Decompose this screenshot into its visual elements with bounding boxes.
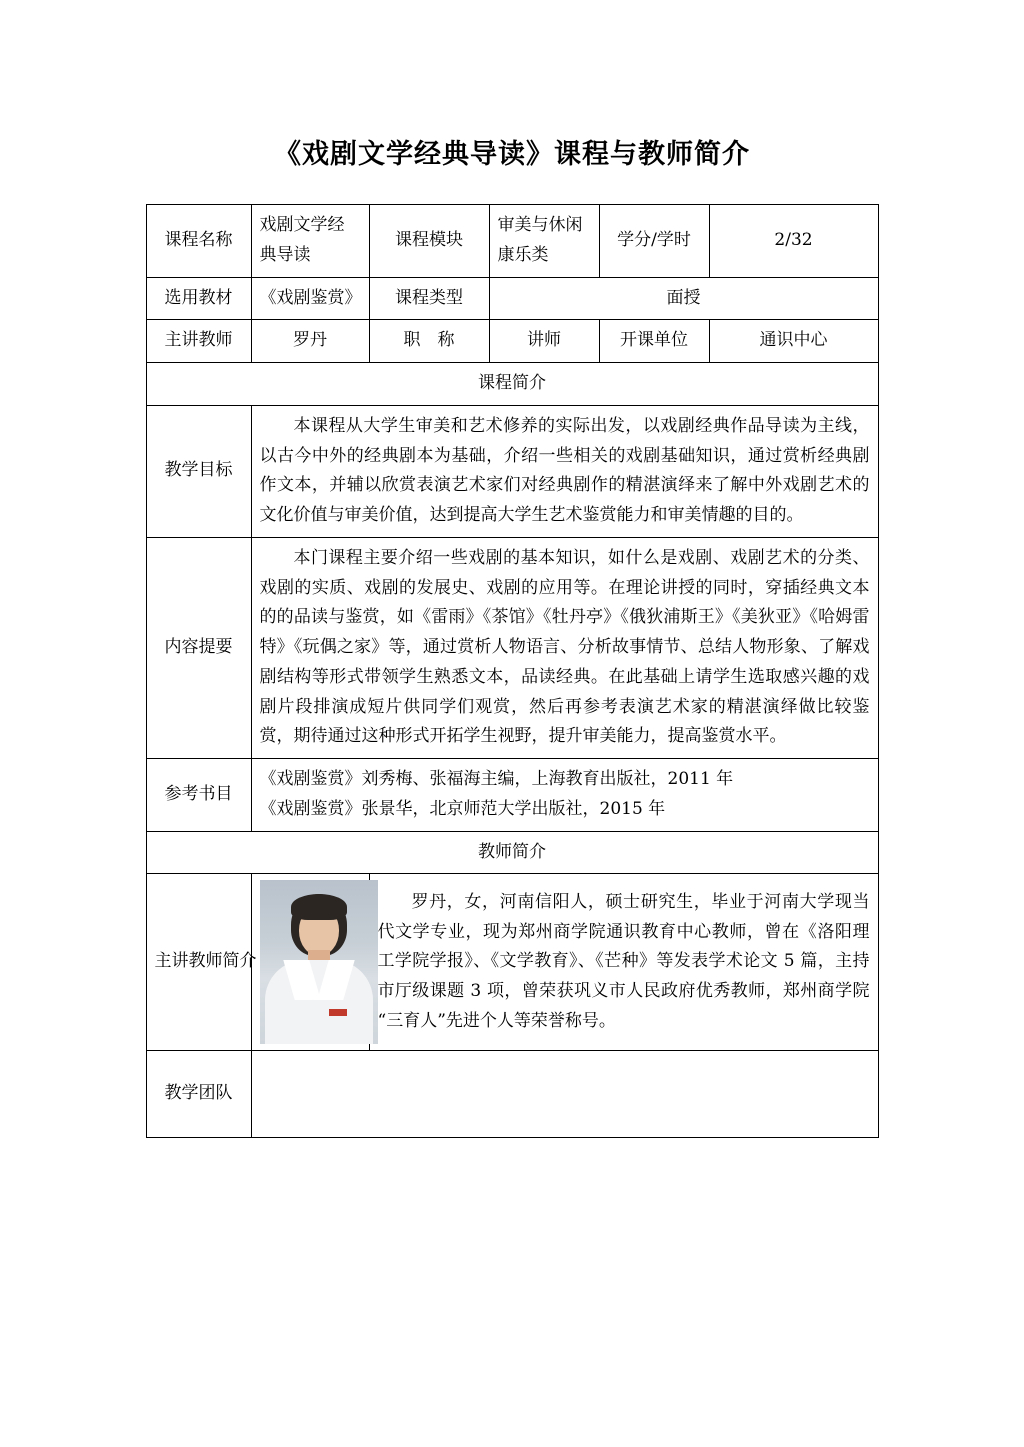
cell-teacher-bio-label: 主讲教师简介 <box>146 874 251 1051</box>
table-row <box>146 363 878 406</box>
cell-course-type-label: 课程类型 <box>369 277 489 320</box>
table-row <box>146 277 878 320</box>
reference-line-1: 《戏剧鉴赏》刘秀梅、张福海主编，上海教育出版社，2011 年 <box>259 769 734 789</box>
table-row <box>146 537 878 758</box>
cell-teaching-team-value <box>251 1051 878 1138</box>
cell-course-type-value: 面授 <box>489 277 878 320</box>
table-row <box>146 405 878 537</box>
table-row <box>146 320 878 363</box>
table-row <box>146 205 878 278</box>
cell-teacher-photo <box>251 874 369 1051</box>
cell-teacher-bio-text <box>369 874 878 1051</box>
teacher-bio-paragraph: 罗丹，女，河南信阳人，硕士研究生，毕业于河南大学现当代文学专业，现为郑州商学院通识教育中心教师，曾在《洛阳理工学院学报》、《文学教育》、《芒种》等发表学术论文 5 篇，主持市厅级课题 3 项，曾荣获巩义市人民政府优秀教师，郑州商学院“三育人”先进个人等荣誉称号。 <box>377 891 870 1031</box>
cell-department-label: 开课单位 <box>599 320 709 363</box>
course-info-table <box>146 204 879 1138</box>
content-summary-paragraph: 本门课程主要介绍一些戏剧的基本知识，如什么是戏剧、戏剧艺术的分类、戏剧的实质、戏剧的发展史、戏剧的应用等。在理论讲授的同时，穿插经典文本的的品读与鉴赏，如《雷雨》《茶馆》《牡丹亭》《俄狄浦斯王》《美狄亚》《哈姆雷特》《玩偶之家》等，通过赏析人物语言、分析故事情节、总结人物形象、了解戏剧结构等形式带领学生熟悉文本，品读经典。在此基础上请学生选取感兴趣的戏剧片段排演成短片供同学们观赏，然后再参考表演艺术家的精湛演绎做比较鉴赏，期待通过这种形式开拓学生视野，提升审美能力，提高鉴赏水平。 <box>259 547 870 747</box>
cell-content-summary-text <box>251 537 878 758</box>
portrait-fringe-shape <box>291 894 347 920</box>
cell-teaching-goal-text <box>251 405 878 537</box>
section-header-course-intro: 课程简介 <box>146 363 878 406</box>
portrait-badge-shape <box>329 1009 347 1016</box>
cell-textbook-label: 选用教材 <box>146 277 251 320</box>
portrait-shirt-shape <box>265 960 373 1044</box>
teacher-portrait-image <box>260 880 378 1044</box>
reference-line-2: 《戏剧鉴赏》张景华，北京师范大学出版社，2015 年 <box>259 798 666 819</box>
page-title: 《戏剧文学经典导读》课程与教师简介 <box>274 139 750 170</box>
cell-lecturer-label: 主讲教师 <box>146 320 251 363</box>
cell-credit-hours-label: 学分/学时 <box>599 205 709 278</box>
cell-course-name-label: 课程名称 <box>146 205 251 278</box>
cell-title-value: 讲师 <box>489 320 599 363</box>
cell-references-label: 参考书目 <box>146 759 251 832</box>
teaching-goal-paragraph: 本课程从大学生审美和艺术修养的实际出发，以戏剧经典作品导读为主线，以古今中外的经典剧本为基础，介绍一些相关的戏剧基础知识，通过赏析经典剧作文本，并辅以欣赏表演艺术家们对经典剧作的精湛演绎来了解中外戏剧艺术的文化价值与审美价值，达到提高大学生艺术鉴赏能力和审美情趣的目的。 <box>259 415 870 525</box>
table-row <box>146 831 878 874</box>
cell-credit-hours-value: 2/32 <box>709 205 878 278</box>
cell-textbook-value: 《戏剧鉴赏》 <box>251 277 369 320</box>
cell-title-label: 职 称 <box>369 320 489 363</box>
cell-department-value: 通识中心 <box>709 320 878 363</box>
table-row <box>146 759 878 832</box>
table-row <box>146 1051 878 1138</box>
cell-content-summary-label: 内容提要 <box>146 537 251 758</box>
cell-course-module-label: 课程模块 <box>369 205 489 278</box>
cell-teaching-goal-label: 教学目标 <box>146 405 251 537</box>
cell-course-module-value: 审美与休闲康乐类 <box>489 205 599 278</box>
cell-lecturer-value: 罗丹 <box>251 320 369 363</box>
cell-references-text <box>251 759 878 832</box>
cell-teaching-team-label: 教学团队 <box>146 1051 251 1138</box>
table-row <box>146 874 878 1051</box>
cell-course-name-value: 戏剧文学经典导读 <box>251 205 369 278</box>
section-header-teacher-intro: 教师简介 <box>146 831 878 874</box>
